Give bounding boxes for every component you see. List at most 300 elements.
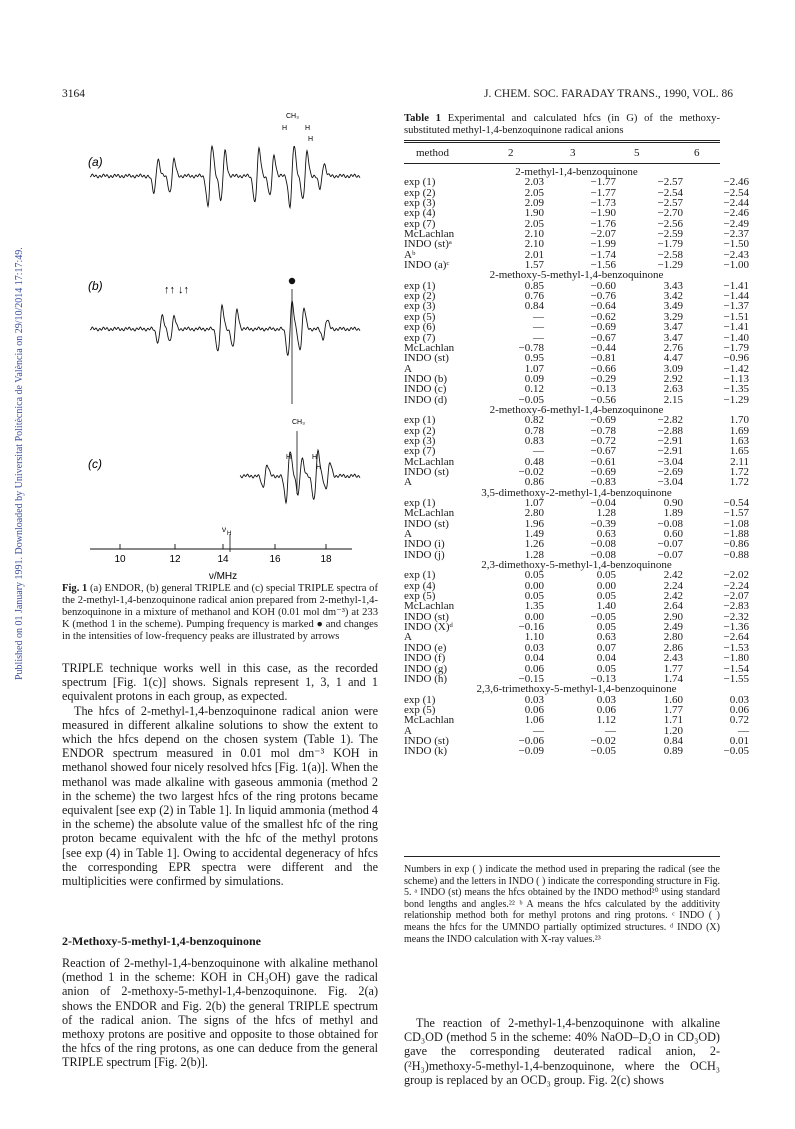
table-cell-value: 2.92 xyxy=(663,372,683,385)
table-cell-method: INDO (d) xyxy=(404,393,448,406)
table-cell-value: 0.63 xyxy=(596,528,616,541)
table-cell-value: 3.42 xyxy=(663,290,683,303)
table-cell-value: −0.69 xyxy=(590,414,616,427)
table-cell-method: A xyxy=(404,724,412,737)
table-cell-value: 0.00 xyxy=(524,610,544,623)
table-cell-value: 2.43 xyxy=(663,652,683,665)
table-section-title: 2,3,6-trimethoxy-5-methyl-1,4-benzoquinone xyxy=(476,683,677,696)
table-row xyxy=(404,281,749,291)
table-cell-value: −2.49 xyxy=(723,217,749,230)
table-row xyxy=(404,291,749,301)
table-cell-value: 2.15 xyxy=(663,393,683,406)
table-cell-value: 0.89 xyxy=(663,745,683,758)
table-cell-value: 1.35 xyxy=(524,600,544,613)
table-cell-method: INDO (st) xyxy=(404,465,449,478)
table-cell-value: — xyxy=(533,331,544,344)
download-watermark: Published on 01 January 1991. Downloaded by Universitat Politècnica de València on 29/10/2014 17:17:49. xyxy=(14,247,25,680)
table-cell-value: −0.05 xyxy=(518,393,544,406)
table-row xyxy=(404,312,749,322)
table-cell-method: exp (3) xyxy=(404,300,436,313)
table-cell-value: 2.42 xyxy=(663,569,683,582)
table-cell-value: 0.04 xyxy=(524,652,544,665)
table-rule-top2 xyxy=(404,142,720,143)
table-cell-method: INDO (st) xyxy=(404,610,449,623)
table-cell-value: −1.54 xyxy=(723,662,749,675)
table-cell-value: 2.80 xyxy=(663,631,683,644)
table-cell-value: 1.28 xyxy=(596,507,616,520)
table-cell-method: McLachlan xyxy=(404,455,455,468)
table-cell-value: −0.72 xyxy=(590,434,616,447)
table-cell-value: −1.37 xyxy=(723,300,749,313)
table-cell-value: 1.63 xyxy=(729,434,749,447)
table-row xyxy=(404,353,749,363)
table-row xyxy=(404,591,749,601)
table-cell-value: 1.07 xyxy=(524,497,544,509)
table-cell-value: 3.49 xyxy=(663,300,683,313)
table-cell-method: A xyxy=(404,476,412,489)
table-cell-value: 1.06 xyxy=(524,714,544,727)
x-tick-16: 16 xyxy=(269,554,281,565)
table-cell-value: 1.89 xyxy=(663,507,683,520)
h-label-c2: H xyxy=(312,454,318,461)
table-cell-value: −0.44 xyxy=(590,341,616,354)
table-cell-value: −0.61 xyxy=(590,455,616,468)
table-cell-value: 1.69 xyxy=(729,424,749,437)
table-section-title: 2-methyl-1,4-benzoquinone xyxy=(515,166,638,178)
table-rule-header xyxy=(404,163,720,164)
table-section-title: 2-methoxy-6-methyl-1,4-benzoquinone xyxy=(489,403,664,416)
table-cell-method: exp (4) xyxy=(404,579,436,592)
h-label-a1: H xyxy=(282,125,288,132)
table-cell-method: INDO (st) xyxy=(404,517,449,530)
table-cell-value: 0.86 xyxy=(524,476,544,489)
section-heading: 2-Methoxy-5-methyl-1,4-benzoquinone xyxy=(62,934,261,948)
table-cell-value: 3.29 xyxy=(663,310,683,323)
table-cell-value: 0.09 xyxy=(524,372,544,385)
page-number: 3164 xyxy=(62,88,85,100)
table-cell-value: 2.49 xyxy=(663,621,683,634)
table-cell-value: −2.46 xyxy=(723,176,749,189)
h-label-c3: H xyxy=(316,464,322,471)
table-cell-method: exp (2) xyxy=(404,186,436,199)
table-cell-value: −0.76 xyxy=(590,290,616,303)
table-cell-value: −0.69 xyxy=(590,465,616,478)
table-cell-value: 1.77 xyxy=(663,662,683,675)
table-cell-value: −1.42 xyxy=(723,362,749,375)
table-title: Experimental and calculated hfcs (in G) of the methoxy-substituted methyl-1,4-benzoquinone radical anions xyxy=(404,113,720,137)
table-cell-method: exp (5) xyxy=(404,590,436,603)
table-cell-value: −1.35 xyxy=(723,383,749,396)
table-cell-value: 1.96 xyxy=(524,517,544,530)
panel-b-label: (b) xyxy=(88,279,103,293)
table-cell-value: 0.82 xyxy=(524,414,544,427)
table-cell-value: 0.05 xyxy=(524,590,544,603)
hfc-table xyxy=(404,167,749,757)
table-cell-value: −0.04 xyxy=(590,497,616,509)
right-paragraph-1: The reaction of 2-methyl-1,4-benzoquinone with alkaline CD₃OD (method 5 in the scheme: 40% NaOD–D₂O in CD₃OD) gave the corresponding deuterated radical anion, 2-(²H₃)methoxy-5-methyl-1,4-benzoquinone, where the OCH₃ group is replaced by an OCD₃ group. Fig. 2(c) shows xyxy=(404,1016,720,1087)
table-cell-value: 1.72 xyxy=(729,476,749,489)
table-section-title: 3,5-dimethoxy-2-methyl-1,4-benzoquinone xyxy=(481,486,672,499)
spectrum-a xyxy=(90,146,360,207)
table-cell-value: −2.69 xyxy=(657,465,683,478)
table-cell-value: 0.00 xyxy=(524,579,544,592)
table-cell-value: −0.02 xyxy=(518,465,544,478)
table-row xyxy=(404,746,749,756)
arrows-b: ↑↑ ↓↑ xyxy=(164,284,190,296)
table-cell-value: −0.62 xyxy=(590,310,616,323)
table-cell-value: −1.00 xyxy=(723,259,749,272)
table-cell-value: −1.29 xyxy=(657,259,683,272)
table-row xyxy=(404,498,749,508)
table-cell-method: exp (1) xyxy=(404,176,436,189)
table-cell-value: −0.88 xyxy=(723,548,749,561)
table-cell-value: 2.01 xyxy=(524,248,544,261)
table-row xyxy=(404,695,749,705)
col-6: 6 xyxy=(694,147,700,159)
table-row xyxy=(404,622,749,632)
table-cell-method: INDO (h) xyxy=(404,672,448,685)
table-row xyxy=(404,519,749,529)
nu-h-label: ν xyxy=(222,525,226,534)
table-cell-value: 1.12 xyxy=(596,714,616,727)
table-row xyxy=(404,239,749,249)
pump-marker xyxy=(289,278,295,284)
table-row xyxy=(404,570,749,580)
table-cell-value: 0.60 xyxy=(663,528,683,541)
table-cell-value: 0.05 xyxy=(596,590,616,603)
table-cell-value: — xyxy=(533,724,544,737)
table-cell-value: −2.44 xyxy=(723,197,749,210)
table-cell-value: −1.40 xyxy=(723,331,749,344)
table-row xyxy=(404,219,749,229)
table-cell-value: −1.79 xyxy=(657,238,683,251)
table-cell-value: −1.57 xyxy=(723,507,749,520)
table-cell-value: −2.64 xyxy=(723,631,749,644)
table-cell-method: exp (5) xyxy=(404,310,436,323)
table-cell-value: 0.00 xyxy=(596,579,616,592)
table-cell-value: 2.86 xyxy=(663,641,683,654)
caption-text: (a) ENDOR, (b) general TRIPLE and (c) special TRIPLE spectra of the 2-methyl-1,4-benzoquinone radical anion prepared from 2-methyl-1,4-benzoquinone in a mixture of methanol and KOH (0.01 mol dm⁻³) at 233 K (method 1 in the scheme). Pumping frequency is marked ● and changes in the intensities of low-frequency peaks are illustrated by arrows xyxy=(62,583,378,643)
col-2: 2 xyxy=(508,147,514,159)
table-cell-value: −0.81 xyxy=(590,352,616,365)
table-row xyxy=(404,415,749,425)
table-cell-value: 0.90 xyxy=(663,497,683,509)
table-cell-value: −3.04 xyxy=(657,476,683,489)
table-cell-value: −1.80 xyxy=(723,652,749,665)
table-cell-value: −1.76 xyxy=(590,217,616,230)
table-cell-value: −1.73 xyxy=(590,197,616,210)
table-cell-method: exp (7) xyxy=(404,445,436,458)
table-cell-value: −1.41 xyxy=(723,321,749,334)
table-cell-value: — xyxy=(533,445,544,458)
table-cell-value: — xyxy=(533,321,544,334)
table-row xyxy=(404,632,749,642)
table-cell-method: Aᵇ xyxy=(404,248,416,261)
table-cell-value: −0.67 xyxy=(590,445,616,458)
table-cell-method: exp (1) xyxy=(404,569,436,582)
table-cell-value: −0.69 xyxy=(590,321,616,334)
table-cell-value: −2.43 xyxy=(723,248,749,261)
table-cell-value: −0.02 xyxy=(590,734,616,747)
table-cell-value: 2.03 xyxy=(524,176,544,189)
table-cell-value: −1.77 xyxy=(590,176,616,189)
table-cell-value: 0.03 xyxy=(596,693,616,706)
left-paragraph-2: The hfcs of 2-methyl-1,4-benzoquinone radical anion were measured in different alkaline solutions to show the extent to which the hfcs depend on the chosen system (Table 1). The ENDOR spectrum measured in 0.01 mol dm⁻³ KOH in methanol showed four nicely resolved hfcs [Fig. 1(a)]. When the methanol was made alkaline with gaseous ammonia (method 2 in the scheme) the two largest hfcs of the ring protons became equivalent [see exp (2) in Table 1]. In liquid ammonia (method 4 in the scheme) the absolute value of the smallest hfc of the ring proton became equivalent with the hfc of the methyl protons [see exp (4) in Table 1]. Owing to accidental degeneracy of hfcs the corresponding EPR spectra were different and the multiplicities were confirmed by simulations. xyxy=(62,703,378,889)
table-cell-method: exp (4) xyxy=(404,207,436,220)
table-cell-value: 0.76 xyxy=(524,290,544,303)
h-label-a2: H xyxy=(305,125,311,132)
table-cell-value: −1.50 xyxy=(723,238,749,251)
table-cell-method: INDO (e) xyxy=(404,641,447,654)
table-row xyxy=(404,446,749,456)
table-cell-value: 1.28 xyxy=(524,548,544,561)
table-cell-value: 0.06 xyxy=(596,703,616,716)
ch3-label-c: CH₃ xyxy=(292,419,305,426)
table-cell-method: INDO (st) xyxy=(404,734,449,747)
table-cell-value: −2.32 xyxy=(723,610,749,623)
table-cell-value: −2.83 xyxy=(723,600,749,613)
table-cell-value: −1.44 xyxy=(723,290,749,303)
table-cell-method: McLachlan xyxy=(404,228,455,241)
table-row xyxy=(404,384,749,394)
table-cell-value: 0.84 xyxy=(663,734,683,747)
left-paragraph-1: TRIPLE technique works well in this case, as the recorded spectrum [Fig. 1(c)] shows. Signals represent 1, 3, 1 and 1 equivalent protons in each group, as expected. xyxy=(62,661,378,704)
col-5: 5 xyxy=(634,147,640,159)
table-cell-value: 2.11 xyxy=(730,455,749,468)
table-cell-value: 1.26 xyxy=(524,538,544,551)
spectrum-b xyxy=(90,301,360,355)
table-cell-method: exp (3) xyxy=(404,197,436,210)
table-cell-value: −0.86 xyxy=(723,538,749,551)
table-cell-method: A xyxy=(404,362,412,375)
table-cell-value: −1.77 xyxy=(590,186,616,199)
table-cell-value: 2.24 xyxy=(663,579,683,592)
table-row xyxy=(404,653,749,663)
table-cell-value: 0.06 xyxy=(524,662,544,675)
table-cell-value: 2.64 xyxy=(663,600,683,613)
table-cell-value: −0.08 xyxy=(590,538,616,551)
table-cell-value: −0.05 xyxy=(590,745,616,758)
table-row xyxy=(404,229,749,239)
table-cell-value: 0.05 xyxy=(524,569,544,582)
x-axis-label: ν/MHz xyxy=(208,571,238,582)
table-cell-value: −2.07 xyxy=(590,228,616,241)
table-cell-value: — xyxy=(738,724,749,737)
table-cell-method: McLachlan xyxy=(404,714,455,727)
table-cell-value: 0.05 xyxy=(596,662,616,675)
table-cell-method: INDO (st) xyxy=(404,352,449,365)
table-cell-value: −0.08 xyxy=(657,517,683,530)
table-cell-value: 1.60 xyxy=(663,693,683,706)
table-cell-value: 1.10 xyxy=(524,631,544,644)
table-cell-method: INDO (k) xyxy=(404,745,448,758)
table-row xyxy=(404,705,749,715)
table-cell-value: 2.63 xyxy=(663,383,683,396)
table-cell-value: 0.03 xyxy=(524,693,544,706)
table-cell-value: −2.82 xyxy=(657,414,683,427)
table-cell-value: −1.29 xyxy=(723,393,749,406)
table-row xyxy=(404,612,749,622)
h-label-a3: H xyxy=(308,136,314,143)
table-cell-value: 2.10 xyxy=(524,228,544,241)
table-cell-value: −0.78 xyxy=(590,424,616,437)
table-cell-value: −2.02 xyxy=(723,569,749,582)
table-section-title: 2,3-dimethoxy-5-methyl-1,4-benzoquinone xyxy=(481,559,672,572)
table-cell-value: −1.99 xyxy=(590,238,616,251)
table-cell-method: A xyxy=(404,528,412,541)
left-column-text xyxy=(62,661,378,888)
table-row xyxy=(404,343,749,353)
table-cell-value: 1.70 xyxy=(729,414,749,427)
table-cell-value: 1.20 xyxy=(663,724,683,737)
left-paragraph-3: Reaction of 2-methyl-1,4-benzoquinone with alkaline methanol (method 1 in the scheme: KOH in CH₃OH) gave the radical anion of 2-methoxy-5-methyl-1,4-benzoquinone. Fig. 2(a) shows the ENDOR and Fig. 2(b) the general TRIPLE spectrum of the radical anion. The signs of the hfcs of methyl and methoxy protons are positive and opposite to those obtained for the hfcs of the ring protons, as one can deduce from the general TRIPLE spectrum [Fig. 2(b)]. xyxy=(62,956,378,1070)
table-cell-value: −0.13 xyxy=(590,672,616,685)
table-cell-value: −0.67 xyxy=(590,331,616,344)
table-cell-method: INDO (i) xyxy=(404,538,445,551)
table-cell-method: INDO (g) xyxy=(404,662,448,675)
table-cell-value: −2.54 xyxy=(657,186,683,199)
table-cell-method: INDO (f) xyxy=(404,652,446,665)
table-cell-value: −1.55 xyxy=(723,672,749,685)
col-method: method xyxy=(416,147,449,159)
x-tick-18: 18 xyxy=(320,554,332,565)
table-cell-value: 1.65 xyxy=(729,445,749,458)
table-cell-value: 3.47 xyxy=(663,321,683,334)
table-row xyxy=(404,508,749,518)
table-cell-value: −0.13 xyxy=(590,383,616,396)
table-cell-value: −2.88 xyxy=(657,424,683,437)
table-cell-value: 2.05 xyxy=(524,186,544,199)
table-row xyxy=(404,426,749,436)
table-cell-value: −2.46 xyxy=(723,207,749,220)
table-cell-value: 3.47 xyxy=(663,331,683,344)
table-cell-value: −0.96 xyxy=(723,352,749,365)
table-cell-method: McLachlan xyxy=(404,341,455,354)
table-cell-value: −0.39 xyxy=(590,517,616,530)
caption-label: Fig. 1 xyxy=(62,583,88,594)
table-cell-method: INDO (a)ᶜ xyxy=(404,259,450,272)
table-cell-value: −2.57 xyxy=(657,176,683,189)
table-cell-value: 0.84 xyxy=(524,300,544,313)
table-row xyxy=(404,643,749,653)
table-cell-value: 2.10 xyxy=(524,238,544,251)
table-cell-value: 2.80 xyxy=(524,507,544,520)
table-cell-value: −3.04 xyxy=(657,455,683,468)
table-cell-value: 1.90 xyxy=(524,207,544,220)
table-row xyxy=(404,188,749,198)
table-cell-value: 0.06 xyxy=(729,703,749,716)
table-cell-method: INDO (st)ᵃ xyxy=(404,238,452,251)
table-cell-value: −2.70 xyxy=(657,207,683,220)
table-cell-value: 1.07 xyxy=(524,362,544,375)
table-cell-value: −2.57 xyxy=(657,197,683,210)
table-cell-method: exp (7) xyxy=(404,331,436,344)
table-cell-method: McLachlan xyxy=(404,600,455,613)
table-footnote: Numbers in exp ( ) indicate the method used in preparing the radical (see the scheme) and the letters in INDO ( ) indicate the corresponding structure in Fig. 5. ᵃ INDO (st) means the hfcs obtained by the INDO method²⁰ using standard bond lengths and angles.²² ᵇ A means the hfcs calculated by the additivity relationship method both for methyl protons and ring protons. ᶜ INDO ( ) means the hfcs for the UMNDO partially optimized structures. ᵈ INDO (X) means the INDO calculation with X-ray values.²³ xyxy=(404,864,721,945)
spectrum-c xyxy=(240,450,360,503)
table-row xyxy=(404,374,749,384)
table-cell-value: 0.95 xyxy=(524,352,544,365)
table-cell-value: −0.15 xyxy=(518,672,544,685)
table-cell-value: — xyxy=(605,724,616,737)
table-cell-value: 2.05 xyxy=(524,217,544,230)
table-cell-value: −1.36 xyxy=(723,621,749,634)
table-label: Table 1 xyxy=(404,113,441,124)
h-label-c1: H xyxy=(286,454,292,461)
table-cell-method: exp (7) xyxy=(404,217,436,230)
table-rule-bottom xyxy=(404,856,720,857)
table-cell-value: −0.16 xyxy=(518,621,544,634)
table-cell-method: exp (2) xyxy=(404,424,436,437)
table-cell-value: 0.03 xyxy=(524,641,544,654)
table-cell-value: −0.08 xyxy=(590,548,616,561)
table-cell-value: 0.63 xyxy=(596,631,616,644)
x-tick-10: 10 xyxy=(114,554,126,565)
table-cell-value: −1.41 xyxy=(723,279,749,292)
table-cell-value: −1.88 xyxy=(723,528,749,541)
table-cell-value: −1.90 xyxy=(590,207,616,220)
table-cell-value: — xyxy=(533,310,544,323)
table-cell-value: −1.13 xyxy=(723,372,749,385)
table-cell-method: INDO (c) xyxy=(404,383,447,396)
table-cell-value: −0.29 xyxy=(590,372,616,385)
table-cell-value: −0.05 xyxy=(723,745,749,758)
table-cell-value: 0.04 xyxy=(596,652,616,665)
table-cell-method: INDO (X)ᵈ xyxy=(404,621,453,634)
table-cell-method: exp (1) xyxy=(404,414,436,427)
table-row xyxy=(404,250,749,260)
x-tick-14: 14 xyxy=(217,554,229,565)
table-cell-value: −2.91 xyxy=(657,434,683,447)
table-cell-value: 0.03 xyxy=(729,693,749,706)
table-row xyxy=(404,467,749,477)
table-cell-method: INDO (j) xyxy=(404,548,445,561)
journal-header: J. CHEM. SOC. FARADAY TRANS., 1990, VOL. 86 xyxy=(484,88,733,100)
table-cell-value: 0.05 xyxy=(596,621,616,634)
table-row xyxy=(404,715,749,725)
table-cell-value: −1.74 xyxy=(590,248,616,261)
table-row xyxy=(404,208,749,218)
table-cell-value: 0.72 xyxy=(729,714,749,727)
table-cell-value: −0.60 xyxy=(590,279,616,292)
table-cell-value: −0.78 xyxy=(518,341,544,354)
table-cell-value: −2.58 xyxy=(657,248,683,261)
table-cell-value: −0.56 xyxy=(590,393,616,406)
table-cell-value: 1.72 xyxy=(729,465,749,478)
table-cell-value: −1.08 xyxy=(723,517,749,530)
table-cell-method: A xyxy=(404,631,412,644)
table-cell-value: 0.12 xyxy=(524,383,544,396)
table-row xyxy=(404,436,749,446)
table-cell-value: −2.91 xyxy=(657,445,683,458)
table-cell-value: −0.07 xyxy=(657,538,683,551)
table-caption xyxy=(404,113,720,137)
table-cell-method: McLachlan xyxy=(404,507,455,520)
table-row xyxy=(404,581,749,591)
table-row xyxy=(404,364,749,374)
table-cell-method: exp (1) xyxy=(404,279,436,292)
panel-a-label: (a) xyxy=(88,155,103,169)
table-cell-value: −0.07 xyxy=(657,548,683,561)
table-cell-method: INDO (b) xyxy=(404,372,448,385)
table-cell-value: 2.90 xyxy=(663,610,683,623)
table-cell-value: 0.06 xyxy=(524,703,544,716)
x-ticks xyxy=(120,544,326,549)
table-cell-value: 3.09 xyxy=(663,362,683,375)
table-cell-value: −0.66 xyxy=(590,362,616,375)
table-row xyxy=(404,601,749,611)
table-cell-value: 3.43 xyxy=(663,279,683,292)
